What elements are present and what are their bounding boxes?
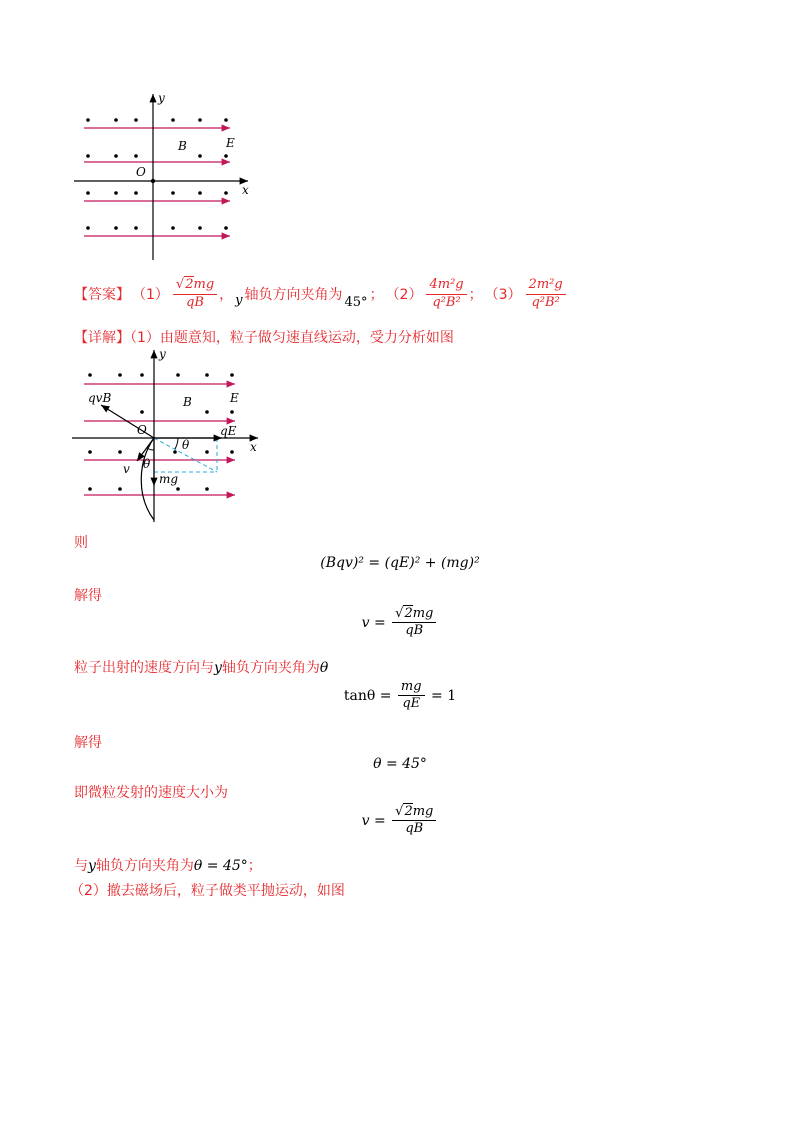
answer-part1-fraction: $\frac{√2mg}{qB}$ [173,278,217,310]
e-field-label: E [226,136,235,150]
x-axis-label: x [250,440,257,454]
y-axis-label: y [159,347,166,361]
origin-label: O [136,165,146,179]
figure-field-diagram-1 [70,90,270,265]
magnetic-field-dots [86,118,228,230]
answer-tag: 【答案】 [74,287,130,303]
answer-part1-y: y [235,292,243,308]
velocity-label: v [123,462,130,476]
b-field-label: B [178,139,187,153]
solve-text-1: 解得 [74,588,102,604]
answer-part1-sep: ； [369,287,384,303]
answer-part2-prefix: （2） [385,287,423,303]
gravity-label: mg [159,472,179,486]
answer-part3-fraction: $\frac{\text{2m²g}}{\text{q²B²}}$ [526,278,566,310]
theta-label-2: θ [143,457,151,471]
direction-text: 粒子出射的速度方向与y轴负方向夹角为θ [74,660,329,676]
x-axis-label: x [242,183,249,197]
answer-part2-fraction: $\frac{\text{4m²g}}{\text{q²B²}}$ [426,278,466,310]
equation-2: v = $\frac{√2mg}{qB}$ [0,607,800,639]
figure-force-diagram [70,346,270,526]
equation-4: θ = 45° [373,756,427,772]
solve-text-2: 解得 [74,735,102,751]
answer-row [74,272,568,316]
answer-part1-text: 轴负方向夹角为 [244,287,343,303]
answer-part3-prefix: （3） [484,287,522,303]
answer-part1-comma: ， [219,287,234,303]
detail-intro: （1）由题意知，粒子做匀速直线运动，受力分析如图 [130,330,454,346]
axes [74,94,248,260]
detail-tag: 【详解】 [74,330,130,346]
origin-label: O [137,423,147,437]
field-lines [84,128,230,236]
e-field-label: E [230,391,239,405]
final-direction-text: 与y轴负方向夹角为θ = 45°； [74,858,262,874]
answer-part1-angle: 45° [344,294,368,310]
answer-part1-prefix: （1） [132,287,169,303]
part2-text: （2）撤去磁场后，粒子做类平抛运动，如图 [70,883,345,899]
answer-part2-sep: ； [468,287,483,303]
theta-label-1: θ [182,438,190,452]
y-axis-label: y [158,91,165,105]
then-text: 则 [74,535,88,551]
equation-1: (Bqv)² = (qE)² + (mg)² [320,555,480,571]
electric-force-label: qE [220,424,237,438]
equation-5: v = $\frac{√2mg}{qB}$ [0,805,800,837]
theta-arc-1 [175,438,178,449]
b-field-label: B [183,395,192,409]
detail-line [74,327,454,347]
speed-text: 即微粒发射的速度大小为 [74,785,228,801]
magnetic-force-label: qvB [88,391,112,405]
equation-3: tanθ = $\frac{mg}{qE}$ = 1 [343,679,457,712]
